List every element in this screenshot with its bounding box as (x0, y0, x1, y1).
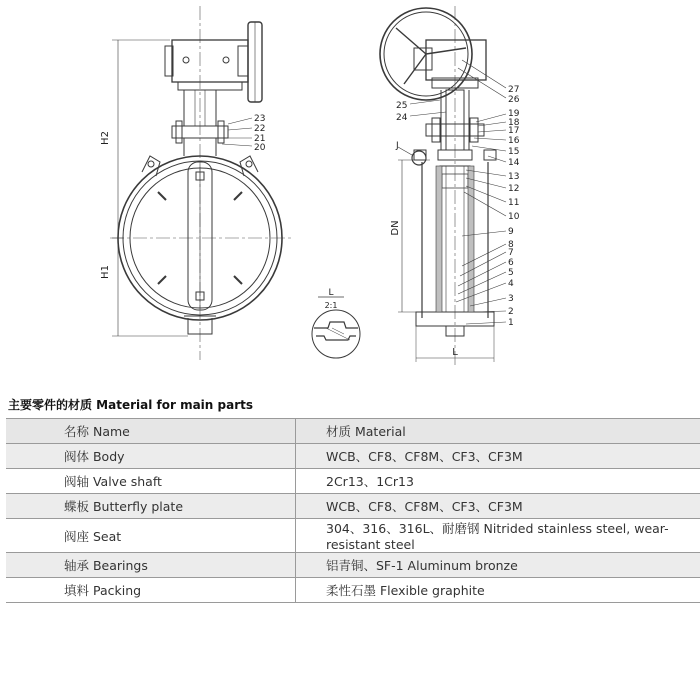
part-material: 铝青铜、SF-1 Aluminum bronze (296, 553, 700, 578)
part-number: 27 (508, 85, 520, 95)
table-row (6, 553, 700, 578)
part-number: 16 (508, 136, 520, 146)
part-number: 24 (396, 113, 408, 123)
part-number: 18 (508, 118, 520, 128)
part-number: 21 (254, 134, 266, 144)
part-name: 填料 Packing (6, 578, 296, 603)
dimension-label-H2: H2 (100, 131, 111, 145)
detail-label: L (328, 288, 334, 298)
part-material: 柔性石墨 Flexible graphite (296, 578, 700, 603)
part-number: 9 (508, 227, 514, 237)
table-row (6, 494, 700, 519)
front-view (110, 6, 292, 360)
part-number: 1 (508, 318, 514, 328)
part-number: 15 (508, 147, 520, 157)
dimension-label-L: L (452, 347, 458, 358)
part-material: 2Cr13、1Cr13 (296, 469, 700, 494)
table-row (6, 578, 700, 603)
part-number: 14 (508, 158, 520, 168)
part-number: 6 (508, 258, 514, 268)
header-name: 名称 Name (6, 419, 296, 444)
part-number: 17 (508, 126, 520, 136)
part-name: 轴承 Bearings (6, 553, 296, 578)
detail-scale: 2:1 (324, 301, 338, 310)
part-number: 4 (508, 279, 514, 289)
part-material: WCB、CF8、CF8M、CF3、CF3M (296, 494, 700, 519)
part-number: 3 (508, 294, 514, 304)
materials-table (6, 418, 700, 603)
part-number: 11 (508, 198, 520, 208)
part-number: 22 (254, 124, 266, 134)
detail-marker-J: J (396, 141, 399, 151)
header-material: 材质 Material (296, 419, 700, 444)
table-row (6, 469, 700, 494)
part-number: 26 (508, 95, 520, 105)
table-row (6, 519, 700, 553)
part-name: 蝶板 Butterfly plate (6, 494, 296, 519)
part-name: 阀座 Seat (6, 519, 296, 553)
part-number: 5 (508, 268, 514, 278)
part-number: 20 (254, 143, 266, 153)
part-number: 19 (508, 109, 520, 119)
part-number: 23 (254, 114, 266, 124)
part-number: 10 (508, 212, 520, 222)
table-row (6, 444, 700, 469)
table-header-row (6, 419, 700, 444)
part-material: 304、316、316L、耐磨钢 Nitrided stainless steel, wear-resistant steel (296, 519, 700, 553)
dimension-label-DN: DN (390, 220, 401, 236)
section-view (380, 6, 506, 368)
part-number: 25 (396, 101, 408, 111)
materials-title: 主要零件的材质 Material for main parts (8, 398, 253, 412)
part-number: 8 (508, 240, 514, 250)
part-number: 2 (508, 307, 514, 317)
part-material: WCB、CF8、CF8M、CF3、CF3M (296, 444, 700, 469)
dimension-label-H1: H1 (100, 265, 111, 279)
part-name: 阀轴 Valve shaft (6, 469, 296, 494)
part-number: 12 (508, 184, 520, 194)
part-number: 13 (508, 172, 520, 182)
part-name: 阀体 Body (6, 444, 296, 469)
part-number: 7 (508, 248, 514, 258)
